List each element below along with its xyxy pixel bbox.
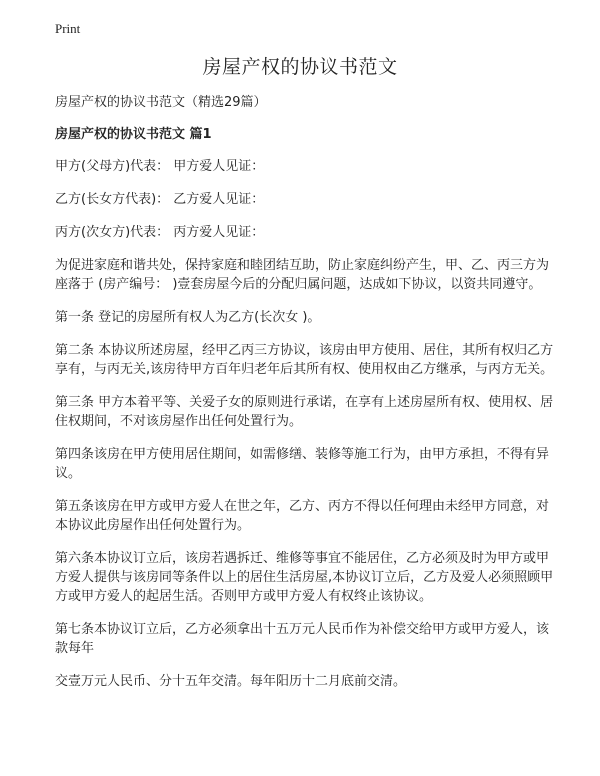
article-6-paragraph: 第六条本协议订立后，该房若遇拆迁、维修等事宜不能居住，乙方必须及时为甲方或甲方爱人提供与该房同等条件以上的居住生活房屋,本协议订立后，乙方及爱人必须照顾甲方或甲方爱人的起居生活。否则甲方或甲方爱人有权终止该协议。 (55, 551, 554, 604)
article-3-paragraph: 第三条 甲方本着平等、关爱子女的原则进行承诺，在享有上述房屋所有权、使用权、居住权期间，不对该房屋作出任何处置行为。 (55, 395, 554, 429)
party-c-line: 丙方(次女方)代表： 丙方爱人见证： (55, 225, 265, 240)
article-5-paragraph: 第五条该房在甲方或甲方爱人在世之年，乙方、丙方不得以任何理由未经甲方同意，对本协议此房屋作出任何处置行为。 (55, 499, 550, 533)
document-subtitle: 房屋产权的协议书范文（精选29篇） (55, 95, 267, 110)
article-7-paragraph: 第七条本协议订立后，乙方必须拿出十五万元人民币作为补偿交给甲方或甲方爱人，该款每年 (55, 622, 550, 656)
document-body (55, 93, 560, 705)
party-a-line: 甲方(父母方)代表： 甲方爱人见证： (55, 159, 265, 174)
article-1-paragraph: 第一条 登记的房屋所有权人为乙方(长次女 )。 (55, 310, 321, 325)
article-4-paragraph: 第四条该房在甲方使用居住期间，如需修缮、装修等施工行为，由甲方承担，不得有异议。 (55, 447, 550, 481)
party-b-line: 乙方(长女方代表)： 乙方爱人见证： (55, 192, 265, 207)
document-title: 房屋产权的协议书范文 (202, 56, 398, 78)
article-7-continuation: 交壹万元人民币、分十五年交清。每年阳历十二月底前交清。 (55, 674, 407, 689)
print-link[interactable]: Print (55, 21, 81, 36)
preamble-paragraph: 为促进家庭和谐共处，保持家庭和睦团结互助，防止家庭纠纷产生，甲、乙、丙三方为座落于 (房产编号： )壹套房屋今后的分配归属问题，达成如下协议，以资共同遵守。 (55, 258, 550, 292)
article-2-paragraph: 第二条 本协议所述房屋，经甲乙丙三方协议，该房由甲方使用、居住，其所有权归乙方享有，与丙无关,该房待甲方百年归老年后其所有权、使用权由乙方继承，与丙方无关。 (55, 343, 554, 377)
section-heading: 房屋产权的协议书范文 篇1 (55, 127, 212, 142)
